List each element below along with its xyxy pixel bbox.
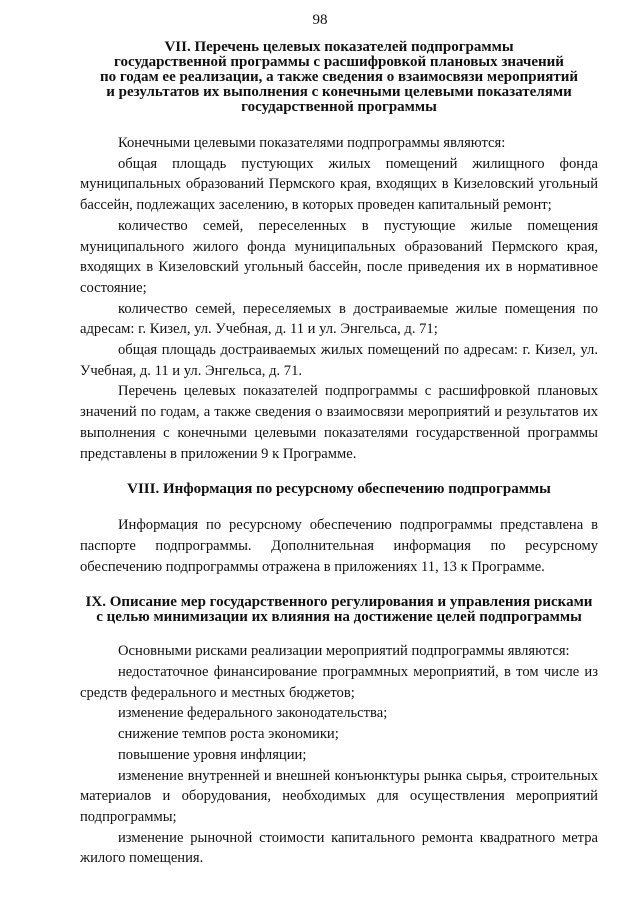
section-7-title-line: VII. Перечень целевых показателей подпрограммы — [164, 39, 514, 55]
section-7-title-line: по годам ее реализации, а также сведения о взаимосвязи мероприятий — [99, 69, 579, 85]
section-9-paragraph: недостаточное финансирование программных мероприятий, в том числе из средств федерального и местных бюджетов; — [80, 664, 598, 701]
section-7-paragraph: количество семей, переселенных в пустующие жилые помещения муниципального жилого фонда муниципальных образований Пермского края, входящих в Кизеловский угольный бассейн, после приведения их в нормативное состояние; — [80, 217, 598, 296]
section-9-title-line: IX. Описание мер государственного регулирования и управления рисками — [85, 594, 593, 611]
section-7-title-line: государственной программы — [241, 99, 437, 115]
section-7-paragraph: Конечными целевыми показателями подпрограммы являются: — [118, 135, 506, 151]
section-9-paragraph: изменение рыночной стоимости капитального ремонта квадратного метра жилого помещения. — [80, 829, 598, 867]
section-9-title-line: с целью минимизации их влияния на достижение целей подпрограммы — [96, 609, 582, 626]
section-9-paragraph: изменение федерального законодательства; — [118, 705, 388, 722]
page-content — [80, 40, 598, 869]
section-9-paragraph: снижение темпов роста экономики; — [118, 726, 339, 743]
section-9-paragraph: повышение уровня инфляции; — [118, 746, 307, 763]
section-7-paragraph: общая площадь достраиваемых жилых помещений по адресам: г. Кизел, ул. Учебная, д. 11 и ул. Энгельса, д. 71. — [80, 342, 598, 379]
section-8-paragraph: Информация по ресурсному обеспечению подпрограммы представлена в паспорте подпрограммы. Дополнительная информация по ресурсному обеспечению подпрограммы отражена в приложениях 11, 13 к Программе. — [80, 517, 598, 575]
section-7-title — [80, 40, 598, 115]
section-7-paragraph: количество семей, переселяемых в достраиваемые жилые помещения по адресам: г. Кизел, ул. Учебная, д. 11 и ул. Энгельса, д. 71; — [80, 300, 598, 338]
section-8-title: VIII. Информация по ресурсному обеспечению подпрограммы — [127, 481, 551, 498]
section-9-paragraph: Основными рисками реализации мероприятий подпрограммы являются: — [118, 643, 570, 660]
section-9-title — [80, 595, 598, 625]
section-9-paragraph: изменение внутренней и внешней конъюнктуры рынка сырья, строительных материалов и оборудования, необходимых для осуществления мероприятий подпрограммы; — [80, 767, 598, 825]
section-7-title-line: государственной программы с расшифровкой плановых значений — [114, 54, 564, 70]
section-7-paragraph: Перечень целевых показателей подпрограммы с расшифровкой плановых значений по годам, а также сведения о взаимосвязи мероприятий и результатов их выполнения с конечными целевыми показателями государственной программы представлены в приложении 9 к Программе. — [80, 383, 598, 462]
section-7-title-line: и результатов их выполнения с конечными целевыми показателями — [106, 84, 572, 100]
page-number: 98 — [312, 12, 328, 28]
section-7-paragraph: общая площадь пустующих жилых помещений жилищного фонда муниципальных образований Пермского края, входящих в Кизеловский угольный бассейн, подлежащих заселению, в которых проведен капитальный ремонт; — [80, 155, 598, 214]
